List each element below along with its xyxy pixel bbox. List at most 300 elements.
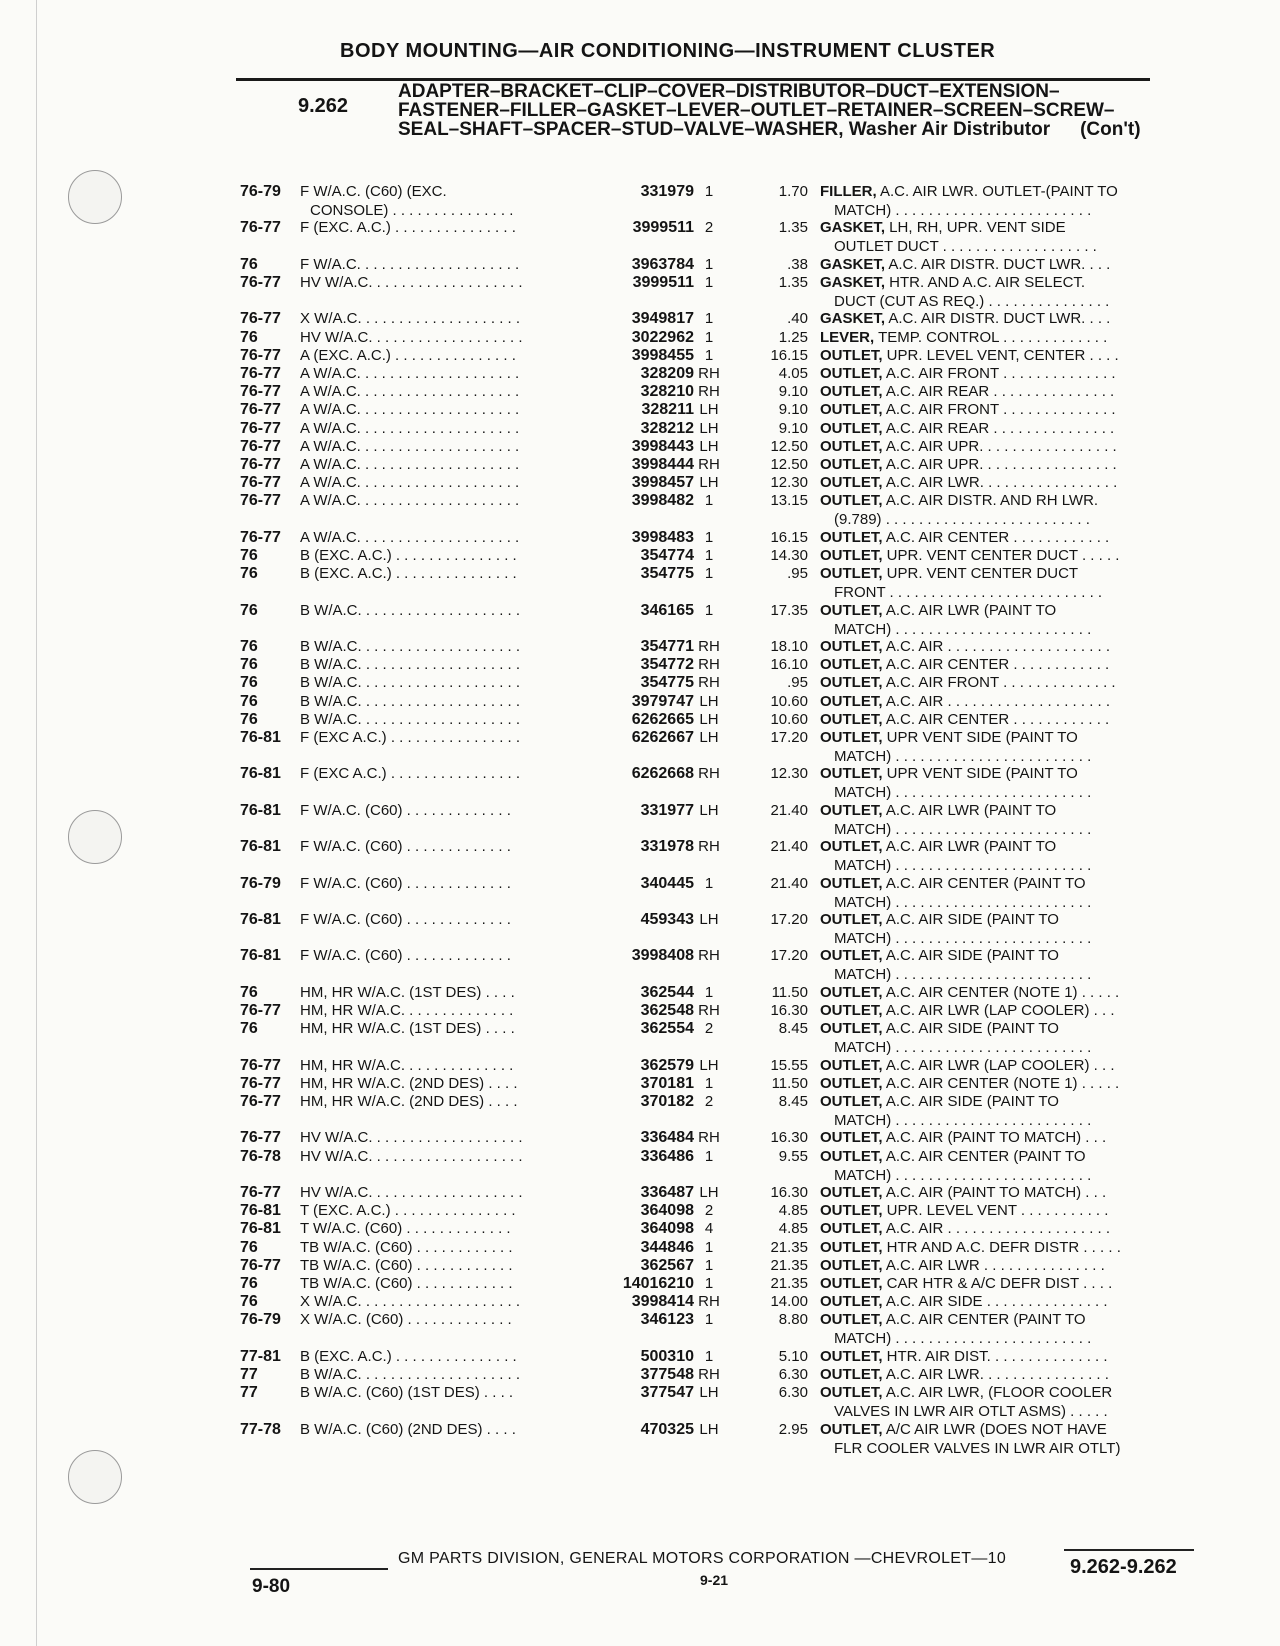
- row-price: 1.70: [778, 183, 808, 200]
- row-years: 76-81: [240, 1220, 281, 1237]
- parts-row: [0, 637, 1280, 657]
- row-years: 76-81: [240, 765, 281, 782]
- row-price: 17.20: [770, 911, 808, 928]
- row-part-number: 328212: [640, 420, 694, 437]
- row-price: 16.10: [770, 656, 808, 673]
- row-part-number: 328211: [641, 401, 694, 418]
- row-description-noun: OUTLET,: [820, 1311, 883, 1328]
- row-description-noun: LEVER,: [820, 329, 875, 346]
- row-description-noun: OUTLET,: [820, 1148, 883, 1165]
- row-model: B W/A.C. . . . . . . . . . . . . . . . . . . .: [300, 711, 521, 728]
- row-description-text: A.C. AIR DISTR. DUCT LWR. . . .: [885, 310, 1111, 327]
- row-part-number: 331977: [640, 802, 694, 819]
- row-price: 6.30: [778, 1366, 808, 1383]
- row-description-text: A.C. AIR . . . . . . . . . . . . . . . . . . . .: [882, 1220, 1111, 1237]
- row-price: .95: [787, 674, 808, 691]
- row-description-continued: MATCH) . . . . . . . . . . . . . . . . . . . . . . . .: [834, 857, 1092, 874]
- row-description-text: UPR. LEVEL VENT . . . . . . . . . . .: [882, 1202, 1109, 1219]
- row-quantity: RH: [698, 365, 720, 382]
- parts-row: [0, 546, 1280, 566]
- row-years: 76-79: [240, 1311, 281, 1328]
- footer-rule-right: [1064, 1549, 1194, 1551]
- row-description-text: UPR. VENT CENTER DUCT: [882, 565, 1079, 582]
- row-quantity: RH: [698, 1293, 720, 1310]
- parts-row: [0, 364, 1280, 384]
- parts-row: [0, 1019, 1280, 1056]
- parts-row: [0, 473, 1280, 493]
- row-description: [820, 273, 1190, 293]
- row-description-noun: OUTLET,: [820, 802, 883, 819]
- row-description: [820, 1292, 1190, 1312]
- row-description-noun: OUTLET,: [820, 565, 883, 582]
- row-years: 76-81: [240, 838, 281, 855]
- row-quantity: LH: [699, 1057, 719, 1074]
- row-part-number: 3999511: [632, 274, 694, 291]
- parts-row: [0, 328, 1280, 348]
- row-price: 13.15: [770, 492, 808, 509]
- parts-row: [0, 1147, 1280, 1184]
- parts-row: [0, 1365, 1280, 1385]
- row-description: [820, 1420, 1190, 1440]
- row-model: TB W/A.C. (C60) . . . . . . . . . . . .: [300, 1257, 513, 1274]
- row-part-number: 6262667: [631, 729, 694, 746]
- row-years: 76-77: [240, 1093, 281, 1110]
- row-description: [820, 328, 1190, 348]
- row-description: [820, 1256, 1190, 1276]
- row-description-continued: FLR COOLER VALVES IN LWR AIR OTLT): [834, 1440, 1121, 1457]
- row-description-continued: FRONT . . . . . . . . . . . . . . . . . . . . . . . . . .: [834, 584, 1103, 601]
- row-part-number: 500310: [640, 1348, 694, 1365]
- row-quantity: RH: [698, 765, 720, 782]
- row-model: F W/A.C. (C60) . . . . . . . . . . . . .: [300, 911, 511, 928]
- row-description-noun: GASKET,: [820, 256, 886, 273]
- row-part-number: 340445: [640, 875, 694, 892]
- parts-row: [0, 910, 1280, 947]
- row-part-number: 362554: [640, 1020, 694, 1037]
- row-description-noun: OUTLET,: [820, 674, 883, 691]
- row-quantity: LH: [699, 1184, 719, 1201]
- row-quantity: 1: [704, 492, 714, 509]
- row-description-noun: OUTLET,: [820, 1129, 883, 1146]
- parts-row: [0, 382, 1280, 402]
- row-description: [820, 382, 1190, 402]
- row-description-text: TEMP. CONTROL . . . . . . . . . . . . .: [874, 329, 1108, 346]
- row-quantity: LH: [699, 474, 719, 491]
- parts-row: [0, 346, 1280, 366]
- row-description-noun: GASKET,: [820, 310, 886, 327]
- parts-row: [0, 491, 1280, 528]
- row-description-continued: DUCT (CUT AS REQ.) . . . . . . . . . . . . . . .: [834, 293, 1110, 310]
- footer-division-text: GM PARTS DIVISION, GENERAL MOTORS CORPORATION —CHEVROLET—10: [398, 1550, 1007, 1567]
- row-quantity: 1: [704, 547, 714, 564]
- row-price: 21.35: [770, 1239, 808, 1256]
- row-description-noun: OUTLET,: [820, 656, 883, 673]
- row-description: [820, 1019, 1190, 1039]
- row-model: F W/A.C. (C60) . . . . . . . . . . . . .: [300, 947, 511, 964]
- row-part-number: 3998482: [631, 492, 694, 509]
- row-years: 76-77: [240, 474, 281, 491]
- row-model: B W/A.C. . . . . . . . . . . . . . . . . . . .: [300, 1366, 521, 1383]
- row-quantity: 1: [704, 310, 714, 327]
- row-description-continued: MATCH) . . . . . . . . . . . . . . . . . . . . . . . .: [834, 894, 1092, 911]
- row-quantity: 2: [704, 1093, 714, 1110]
- row-part-number: 3949817: [631, 310, 694, 327]
- row-model: HM, HR W/A.C. (2ND DES) . . . .: [300, 1075, 518, 1092]
- row-years: 76-77: [240, 1184, 281, 1201]
- row-price: 2.95: [778, 1421, 808, 1438]
- row-model: HM, HR W/A.C. (2ND DES) . . . .: [300, 1093, 518, 1110]
- row-part-number: 370181: [640, 1075, 694, 1092]
- row-description-noun: OUTLET,: [820, 1293, 883, 1310]
- row-description-text: A.C. AIR FRONT . . . . . . . . . . . . . .: [882, 674, 1116, 691]
- row-part-number: 336486: [640, 1148, 694, 1165]
- row-description-text: A.C. AIR DISTR. DUCT LWR. . . .: [885, 256, 1111, 273]
- row-years: 76-77: [240, 1057, 281, 1074]
- row-quantity: 2: [704, 219, 714, 236]
- row-part-number: 3998443: [631, 438, 694, 455]
- row-price: 4.85: [778, 1202, 808, 1219]
- row-description-continued: MATCH) . . . . . . . . . . . . . . . . . . . . . . . .: [834, 1112, 1092, 1129]
- row-description: [820, 1383, 1190, 1403]
- parts-row: [0, 309, 1280, 329]
- row-description: [820, 1347, 1190, 1367]
- row-price: 10.60: [770, 711, 808, 728]
- row-years: 76-79: [240, 875, 281, 892]
- row-years: 76-81: [240, 911, 281, 928]
- row-years: 76: [240, 1239, 258, 1256]
- row-quantity: 1: [704, 347, 714, 364]
- row-model: HM, HR W/A.C. . . . . . . . . . . . . .: [300, 1057, 514, 1074]
- row-model: X W/A.C. . . . . . . . . . . . . . . . . . . .: [300, 310, 521, 327]
- row-model: B (EXC. A.C.) . . . . . . . . . . . . . . .: [300, 565, 517, 582]
- row-part-number: 328210: [640, 383, 694, 400]
- row-description-text: A.C. AIR SIDE . . . . . . . . . . . . . . .: [882, 1293, 1108, 1310]
- row-description-noun: OUTLET,: [820, 1057, 883, 1074]
- row-model: HV W/A.C. . . . . . . . . . . . . . . . . . .: [300, 1148, 523, 1165]
- row-description-text: A.C. AIR LWR, (FLOOR COOLER: [882, 1384, 1113, 1401]
- row-description-noun: OUTLET,: [820, 1202, 883, 1219]
- page-header-title: BODY MOUNTING—AIR CONDITIONING—INSTRUMENT CLUSTER: [340, 40, 996, 62]
- row-description-text: A.C. AIR CENTER . . . . . . . . . . . .: [882, 711, 1110, 728]
- row-price: 11.50: [771, 984, 808, 1001]
- row-model: B (EXC. A.C.) . . . . . . . . . . . . . . .: [300, 1348, 517, 1365]
- row-description: [820, 655, 1190, 675]
- row-years: 76: [240, 565, 258, 582]
- row-description-noun: FILLER,: [820, 183, 877, 200]
- row-description: [820, 946, 1190, 966]
- row-description-continued: MATCH) . . . . . . . . . . . . . . . . . . . . . . . .: [834, 1330, 1092, 1347]
- row-price: 1.35: [778, 274, 808, 291]
- row-description-continued: (9.789) . . . . . . . . . . . . . . . . . . . . . . . . .: [834, 511, 1090, 528]
- row-years: 76: [240, 547, 258, 564]
- row-quantity: RH: [698, 838, 720, 855]
- row-description: [820, 1056, 1190, 1076]
- row-quantity: 1: [704, 1148, 714, 1165]
- row-model: A W/A.C. . . . . . . . . . . . . . . . . . . .: [300, 383, 520, 400]
- row-years: 76-77: [240, 492, 281, 509]
- row-model: X W/A.C. . . . . . . . . . . . . . . . . . . .: [300, 1293, 521, 1310]
- row-part-number: 354771: [640, 638, 694, 655]
- row-description: [820, 673, 1190, 693]
- row-years: 76: [240, 656, 258, 673]
- row-description-noun: OUTLET,: [820, 711, 883, 728]
- row-description-text: A.C. AIR CENTER (NOTE 1) . . . . .: [882, 984, 1120, 1001]
- row-part-number: 362544: [640, 984, 694, 1001]
- row-quantity: 1: [704, 1311, 714, 1328]
- row-price: 10.60: [770, 693, 808, 710]
- section-number: 9.262: [298, 95, 349, 117]
- row-description-noun: GASKET,: [820, 274, 886, 291]
- row-description: [820, 1201, 1190, 1221]
- row-description-continued: MATCH) . . . . . . . . . . . . . . . . . . . . . . . .: [834, 748, 1092, 765]
- row-part-number: 354774: [640, 547, 694, 564]
- row-description-noun: OUTLET,: [820, 638, 883, 655]
- row-model-continued: CONSOLE) . . . . . . . . . . . . . . .: [310, 202, 514, 219]
- row-price: 4.05: [778, 365, 808, 382]
- row-part-number: 362567: [640, 1257, 694, 1274]
- row-description-text: A.C. AIR SIDE (PAINT TO: [882, 911, 1059, 928]
- row-quantity: LH: [699, 802, 719, 819]
- row-description: [820, 1219, 1190, 1239]
- row-quantity: LH: [699, 911, 719, 928]
- row-quantity: RH: [698, 674, 720, 691]
- parts-row: [0, 1238, 1280, 1258]
- row-description-text: A.C. AIR CENTER (PAINT TO: [882, 875, 1086, 892]
- row-description-noun: OUTLET,: [820, 456, 883, 473]
- parts-row: [0, 673, 1280, 693]
- row-description: [820, 473, 1190, 493]
- row-price: 17.35: [770, 602, 808, 619]
- row-price: 21.35: [770, 1257, 808, 1274]
- row-description-text: A.C. AIR LWR . . . . . . . . . . . . . . .: [882, 1257, 1105, 1274]
- row-quantity: 1: [704, 875, 714, 892]
- row-years: 76: [240, 602, 258, 619]
- row-description: [820, 874, 1190, 894]
- parts-row: [0, 692, 1280, 712]
- row-part-number: 336487: [640, 1184, 694, 1201]
- row-years: 76-77: [240, 1002, 281, 1019]
- row-model: B W/A.C. (C60) (1ST DES) . . . .: [300, 1384, 514, 1401]
- row-description-noun: OUTLET,: [820, 1275, 883, 1292]
- row-part-number: 3998455: [631, 347, 694, 364]
- row-description: [820, 601, 1190, 621]
- parts-row: [0, 564, 1280, 601]
- row-price: 15.55: [770, 1057, 808, 1074]
- row-description-noun: OUTLET,: [820, 474, 883, 491]
- row-description-text: A.C. AIR CENTER . . . . . . . . . . . .: [882, 656, 1110, 673]
- row-price: 11.50: [771, 1075, 808, 1092]
- row-description: [820, 491, 1190, 511]
- row-quantity: 1: [704, 274, 714, 291]
- row-years: 76-77: [240, 529, 281, 546]
- row-part-number: 346165: [640, 602, 694, 619]
- row-description-text: A.C. AIR SIDE (PAINT TO: [882, 1093, 1059, 1110]
- row-description-text: A/C AIR LWR (DOES NOT HAVE: [882, 1421, 1107, 1438]
- row-model: F W/A.C. (C60) . . . . . . . . . . . . .: [300, 802, 511, 819]
- parts-row: [0, 710, 1280, 730]
- row-description-text: UPR. VENT CENTER DUCT . . . . .: [882, 547, 1120, 564]
- row-years: 76: [240, 1020, 258, 1037]
- row-quantity: LH: [699, 729, 719, 746]
- row-price: 12.50: [770, 438, 808, 455]
- row-description-noun: GASKET,: [820, 219, 886, 236]
- row-model: TB W/A.C. (C60) . . . . . . . . . . . .: [300, 1239, 513, 1256]
- row-model: A (EXC. A.C.) . . . . . . . . . . . . . . .: [300, 347, 516, 364]
- row-description-text: A.C. AIR CENTER (NOTE 1) . . . . .: [882, 1075, 1120, 1092]
- row-description: [820, 1238, 1190, 1258]
- row-price: .95: [787, 565, 808, 582]
- row-description-noun: OUTLET,: [820, 1366, 883, 1383]
- row-price: 12.30: [770, 765, 808, 782]
- row-description-continued: MATCH) . . . . . . . . . . . . . . . . . . . . . . . .: [834, 621, 1092, 638]
- footer-rule-left: [250, 1568, 388, 1570]
- row-description: [820, 837, 1190, 857]
- row-description: [820, 546, 1190, 566]
- row-description-text: A.C. AIR UPR. . . . . . . . . . . . . . . . .: [882, 456, 1117, 473]
- row-description-noun: OUTLET,: [820, 911, 883, 928]
- parts-row: [0, 801, 1280, 838]
- row-description-noun: OUTLET,: [820, 947, 883, 964]
- row-part-number: 362579: [640, 1057, 694, 1074]
- parts-row: [0, 764, 1280, 801]
- row-price: 21.40: [770, 875, 808, 892]
- row-description-continued: MATCH) . . . . . . . . . . . . . . . . . . . . . . . .: [834, 930, 1092, 947]
- row-description-noun: OUTLET,: [820, 492, 883, 509]
- row-description: [820, 528, 1190, 548]
- row-description-noun: OUTLET,: [820, 1184, 883, 1201]
- row-model: B W/A.C. . . . . . . . . . . . . . . . . . . .: [300, 693, 521, 710]
- row-price: 6.30: [778, 1384, 808, 1401]
- row-part-number: 6262665: [631, 711, 694, 728]
- row-part-number: 364098: [640, 1220, 694, 1237]
- row-description-noun: OUTLET,: [820, 347, 883, 364]
- row-description-continued: MATCH) . . . . . . . . . . . . . . . . . . . . . . . .: [834, 966, 1092, 983]
- row-description: [820, 218, 1190, 238]
- row-description-text: A.C. AIR DISTR. AND RH LWR.: [882, 492, 1099, 509]
- row-part-number: 331978: [640, 838, 694, 855]
- row-quantity: LH: [699, 420, 719, 437]
- row-description-text: A.C. AIR CENTER (PAINT TO: [882, 1311, 1086, 1328]
- parts-row: [0, 437, 1280, 457]
- row-description: [820, 637, 1190, 657]
- row-model: HM, HR W/A.C. (1ST DES) . . . .: [300, 984, 515, 1001]
- row-description-text: A.C. AIR LWR. OUTLET-(PAINT TO: [876, 183, 1118, 200]
- row-years: 76-77: [240, 420, 281, 437]
- row-years: 76: [240, 638, 258, 655]
- row-description-noun: OUTLET,: [820, 547, 883, 564]
- row-model: A W/A.C. . . . . . . . . . . . . . . . . . . .: [300, 401, 520, 418]
- footer-date-code: 9-80: [252, 1576, 291, 1597]
- row-description: [820, 455, 1190, 475]
- row-description-text: A.C. AIR LWR. . . . . . . . . . . . . . . .: [882, 1366, 1109, 1383]
- parts-row: [0, 1256, 1280, 1276]
- row-description: [820, 764, 1190, 784]
- parts-row: [0, 1274, 1280, 1294]
- row-price: 14.00: [770, 1293, 808, 1310]
- row-part-number: 328209: [640, 365, 694, 382]
- row-description: [820, 419, 1190, 439]
- row-description-noun: OUTLET,: [820, 1384, 883, 1401]
- parts-row: [0, 1292, 1280, 1312]
- row-description: [820, 692, 1190, 712]
- row-quantity: RH: [698, 638, 720, 655]
- row-description-noun: OUTLET,: [820, 1348, 883, 1365]
- row-description: [820, 437, 1190, 457]
- row-part-number: 3998457: [631, 474, 694, 491]
- row-model: HV W/A.C. . . . . . . . . . . . . . . . . . .: [300, 1184, 523, 1201]
- row-model: A W/A.C. . . . . . . . . . . . . . . . . . . .: [300, 438, 520, 455]
- row-price: 8.45: [778, 1093, 808, 1110]
- row-years: 76: [240, 1293, 258, 1310]
- row-description: [820, 801, 1190, 821]
- row-description: [820, 400, 1190, 420]
- row-description-text: A.C. AIR FRONT . . . . . . . . . . . . . .: [882, 365, 1116, 382]
- parts-row: [0, 419, 1280, 439]
- row-description-text: UPR VENT SIDE (PAINT TO: [882, 729, 1078, 746]
- row-quantity: LH: [699, 693, 719, 710]
- row-years: 76: [240, 1275, 258, 1292]
- row-price: 21.35: [770, 1275, 808, 1292]
- row-description-noun: OUTLET,: [820, 765, 883, 782]
- row-model: A W/A.C. . . . . . . . . . . . . . . . . . . .: [300, 474, 520, 491]
- row-description-noun: OUTLET,: [820, 1257, 883, 1274]
- row-price: 9.55: [778, 1148, 808, 1165]
- row-model: A W/A.C. . . . . . . . . . . . . . . . . . . .: [300, 420, 520, 437]
- row-description: [820, 364, 1190, 384]
- row-description-text: HTR. AND A.C. AIR SELECT.: [885, 274, 1086, 291]
- row-years: 76: [240, 674, 258, 691]
- row-model: F (EXC A.C.) . . . . . . . . . . . . . . . .: [300, 729, 521, 746]
- row-price: .38: [787, 256, 808, 273]
- row-description: [820, 1365, 1190, 1385]
- row-model: A W/A.C. . . . . . . . . . . . . . . . . . . .: [300, 492, 520, 509]
- row-description: [820, 1310, 1190, 1330]
- row-price: 16.30: [770, 1184, 808, 1201]
- row-description-noun: OUTLET,: [820, 838, 883, 855]
- parts-row: [0, 1092, 1280, 1129]
- row-description: [820, 910, 1190, 930]
- row-description-continued: MATCH) . . . . . . . . . . . . . . . . . . . . . . . .: [834, 821, 1092, 838]
- row-price: 4.85: [778, 1220, 808, 1237]
- row-years: 76-77: [240, 310, 281, 327]
- row-years: 76-81: [240, 1202, 281, 1219]
- row-years: 76-78: [240, 1148, 281, 1165]
- row-part-number: 354775: [640, 674, 694, 691]
- row-model: F W/A.C. (C60) . . . . . . . . . . . . .: [300, 875, 511, 892]
- row-price: 1.25: [778, 329, 808, 346]
- row-description: [820, 1074, 1190, 1094]
- row-description-text: A.C. AIR UPR. . . . . . . . . . . . . . . . .: [882, 438, 1117, 455]
- row-quantity: LH: [699, 1421, 719, 1438]
- row-years: 76: [240, 693, 258, 710]
- parts-row: [0, 983, 1280, 1003]
- row-model: B (EXC. A.C.) . . . . . . . . . . . . . . .: [300, 547, 517, 564]
- row-quantity: 1: [704, 1275, 714, 1292]
- row-quantity: RH: [698, 383, 720, 400]
- parts-row: [0, 1201, 1280, 1221]
- parts-row: [0, 273, 1280, 310]
- row-description: [820, 1092, 1190, 1112]
- row-description-text: A.C. AIR LWR (LAP COOLER) . . .: [882, 1002, 1115, 1019]
- row-description-continued: MATCH) . . . . . . . . . . . . . . . . . . . . . . . .: [834, 1167, 1092, 1184]
- parts-row: [0, 1310, 1280, 1347]
- row-price: 14.30: [770, 547, 808, 564]
- row-quantity: 2: [704, 1202, 714, 1219]
- section-cont: (Con't): [1080, 119, 1141, 140]
- row-description-noun: OUTLET,: [820, 401, 883, 418]
- row-description-noun: OUTLET,: [820, 383, 883, 400]
- row-price: 18.10: [770, 638, 808, 655]
